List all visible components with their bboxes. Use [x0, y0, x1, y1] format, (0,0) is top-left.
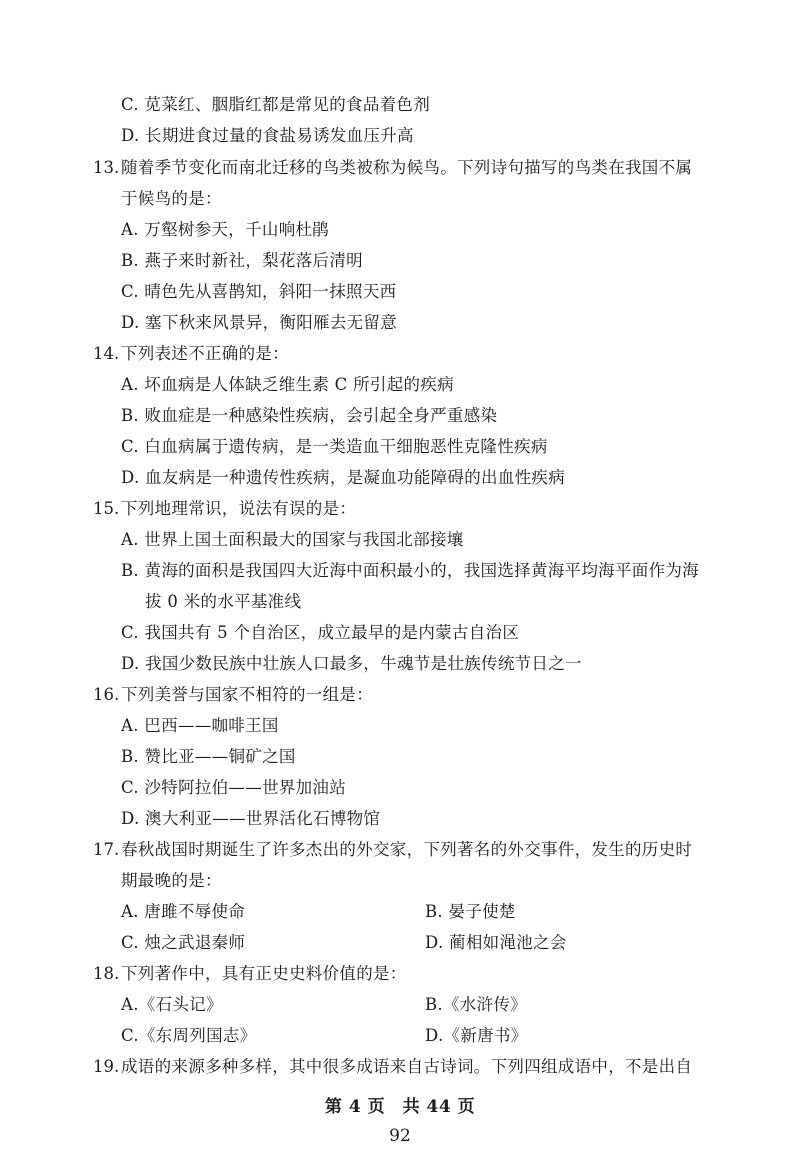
q15-option-a: A. 世界上国土面积最大的国家与我国北部接壤 — [121, 530, 464, 549]
q18-number: 18. — [93, 964, 120, 983]
q19-number: 19. — [93, 1057, 120, 1076]
q14-option-c: C. 白血病属于遗传病，是一类造血干细胞恶性克隆性疾病 — [121, 437, 548, 456]
page-indicator: 第 4 页 共 44 页 — [324, 1097, 476, 1117]
q17-number: 17. — [93, 840, 120, 859]
q12-option-d: D. 长期进食过量的食盐易诱发血压升高 — [121, 126, 414, 145]
q13-option-a: A. 万壑树参天，千山响杜鹃 — [121, 220, 330, 239]
q16-option-c: C. 沙特阿拉伯——世界加油站 — [121, 778, 347, 797]
q17-option-b: B. 晏子使楚 — [425, 902, 516, 921]
q14-option-d: D. 血友病是一种遗传性疾病，是凝血功能障碍的出血性疾病 — [121, 468, 566, 487]
q18-option-c: C.《东周列国志》 — [121, 1026, 257, 1045]
q17-stem-line2: 期最晚的是： — [121, 871, 222, 890]
q16-option-d: D. 澳大利亚——世界活化石博物馆 — [121, 809, 381, 828]
q15-option-c: C. 我国共有 5 个自治区，成立最早的是内蒙古自治区 — [121, 623, 520, 642]
q16-option-b: B. 赞比亚——铜矿之国 — [121, 747, 296, 766]
q17-option-a: A. 唐雎不辱使命 — [121, 902, 246, 921]
q16-number: 16. — [93, 685, 120, 704]
q15-option-b-line2: 拔 0 米的水平基准线 — [145, 592, 302, 611]
q18-stem: 下列著作中，具有正史史料价值的是： — [121, 964, 407, 983]
q16-option-a: A. 巴西——咖啡王国 — [121, 716, 279, 735]
q15-number: 15. — [93, 499, 120, 518]
q16-stem: 下列美誉与国家不相符的一组是： — [121, 685, 373, 704]
q17-stem-line1: 春秋战国时期诞生了许多杰出的外交家，下列著名的外交事件，发生的历史时 — [121, 840, 693, 859]
q18-option-b: B.《水浒传》 — [425, 995, 527, 1014]
q14-option-a: A. 坏血病是人体缺乏维生素 C 所引起的疾病 — [121, 375, 454, 394]
page-number: 92 — [389, 1126, 411, 1146]
q13-number: 13. — [93, 158, 120, 177]
q14-stem: 下列表述不正确的是： — [121, 344, 289, 363]
q14-number: 14. — [93, 344, 120, 363]
q15-stem: 下列地理常识，说法有误的是： — [121, 499, 357, 518]
q13-option-d: D. 塞下秋来风景异，衡阳雁去无留意 — [121, 313, 398, 332]
q18-option-d: D.《新唐书》 — [425, 1026, 528, 1045]
q12-option-c: C. 苋菜红、胭脂红都是常见的食品着色剂 — [121, 95, 431, 114]
q17-option-c: C. 烛之武退秦师 — [121, 933, 246, 952]
q13-option-c: C. 晴色先从喜鹊知，斜阳一抹照天西 — [121, 282, 397, 301]
q13-option-b: B. 燕子来时新社，梨花落后清明 — [121, 251, 363, 270]
q13-stem-line2: 于候鸟的是： — [121, 189, 222, 208]
q13-stem-line1: 随着季节变化而南北迁移的鸟类被称为候鸟。下列诗句描写的鸟类在我国不属 — [121, 158, 693, 177]
q17-option-d: D. 蔺相如渑池之会 — [425, 933, 567, 952]
q19-stem-line1: 成语的来源多种多样，其中很多成语来自古诗词。下列四组成语中，不是出自 — [121, 1057, 693, 1076]
q15-option-b-line1: B. 黄海的面积是我国四大近海中面积最小的，我国选择黄海平均海平面作为海 — [121, 561, 699, 580]
q15-option-d: D. 我国少数民族中壮族人口最多，牛魂节是壮族传统节日之一 — [121, 654, 582, 673]
q18-option-a: A.《石头记》 — [121, 995, 223, 1014]
q14-option-b: B. 败血症是一种感染性疾病，会引起全身严重感染 — [121, 406, 498, 425]
